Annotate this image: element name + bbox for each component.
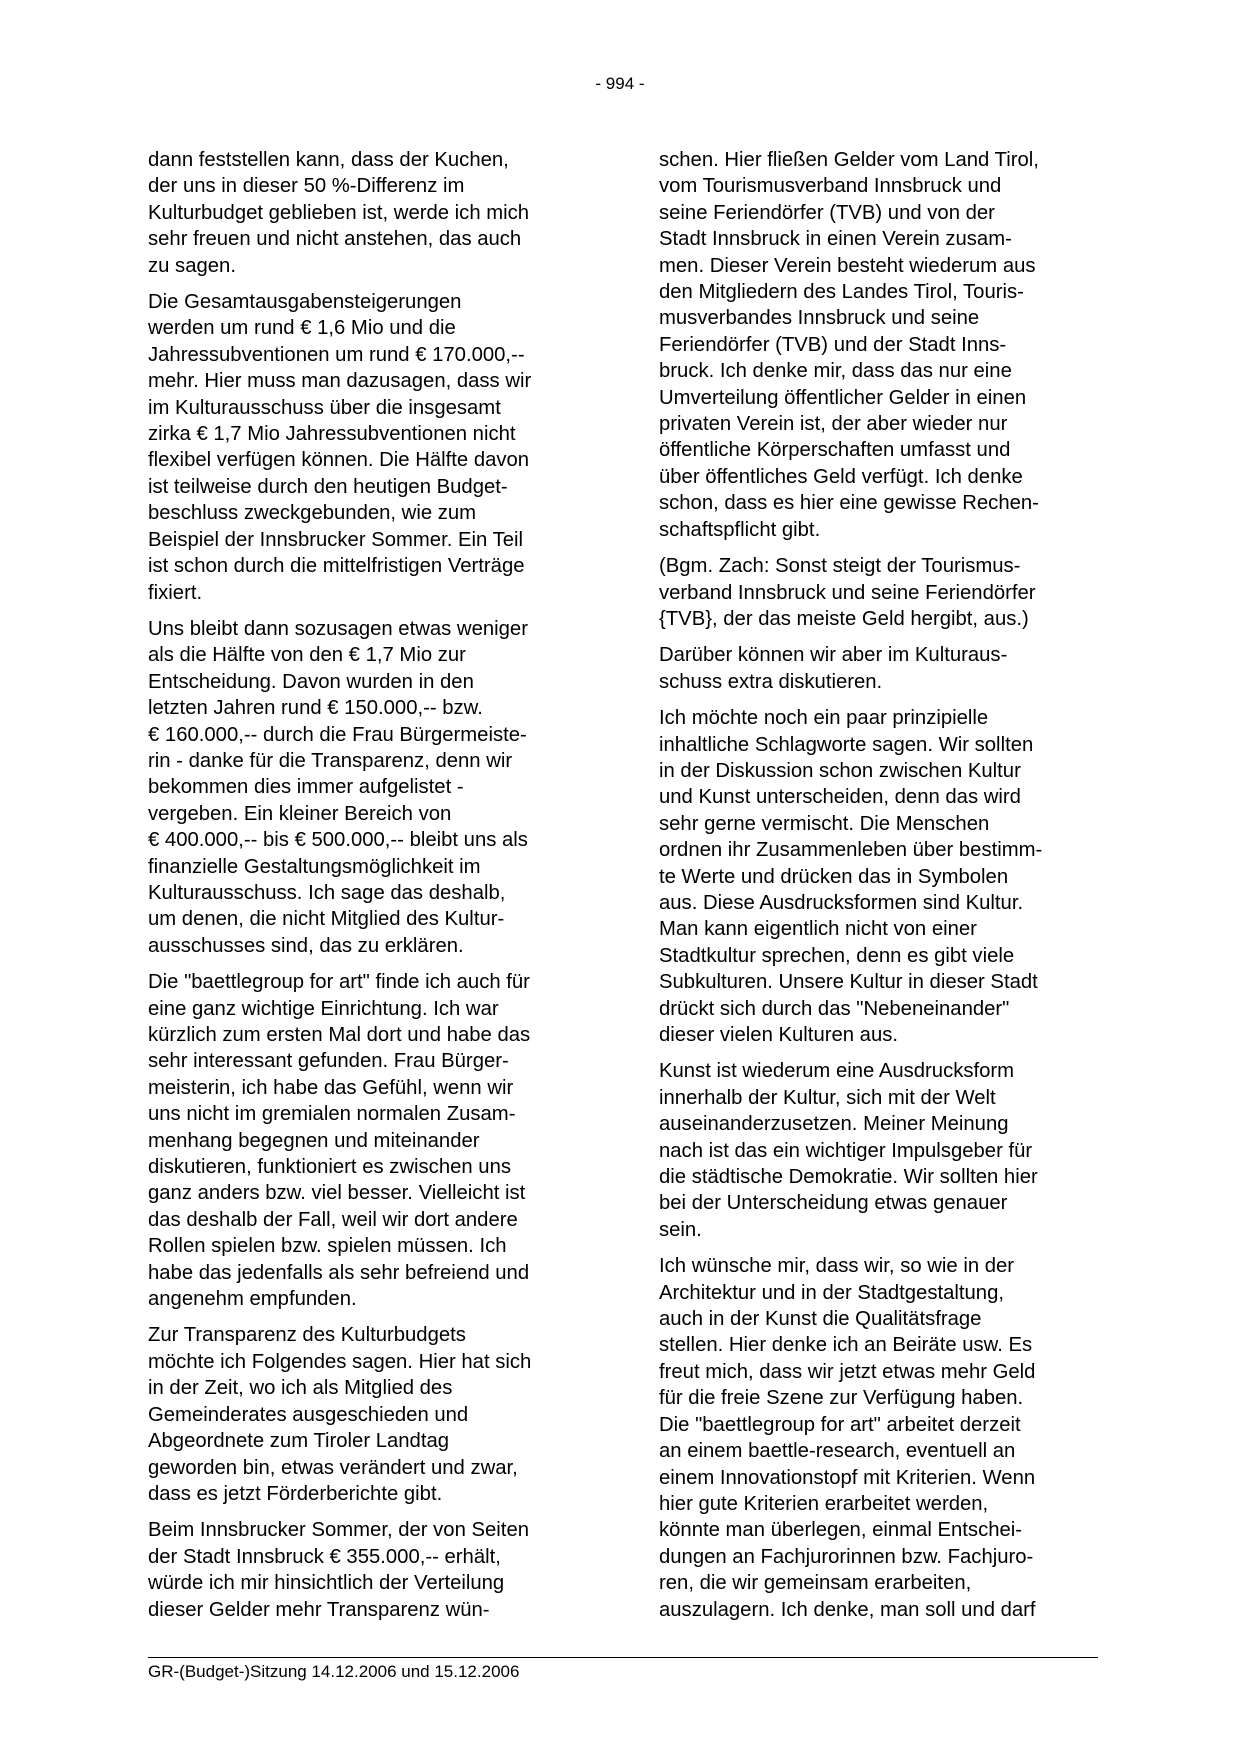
paragraph: Die "baettlegroup for art" finde ich auch für eine ganz wichtige Einrichtung. Ich war kürzlich zum ersten Mal dort und habe das sehr interessant gefunden. Frau Bürger- meisterin, ich habe das Gefühl, wenn wir uns nicht im gremialen normalen Zusam- menhang begegnen und miteinander diskutieren, funktioniert es zwischen uns ganz anders bzw. viel besser. Vielleicht ist das deshalb der Fall, weil wir dort andere Rollen spielen bzw. spielen müssen. Ich habe das jedenfalls als sehr befreiend und angenehm empfunden. xyxy=(148,971,531,1311)
paragraph: Uns bleibt dann sozusagen etwas weniger als die Hälfte von den € 1,7 Mio zur Entscheidung. Davon wurden in den letzten Jahren rund € 150.000,-- bzw. € 160.000,-- durch die Frau Bürgermeiste- rin - danke für die Transparenz, denn wir bekommen dies immer aufgelistet - vergeben. Ein kleiner Bereich von € 400.000,-- bis € 500.000,-- bleibt uns als finanzielle Gestaltungsmöglichkeit im Kulturausschuss. Ich sage das deshalb, um denen, die nicht Mitglied des Kultur- ausschusses sind, das zu erklären. xyxy=(148,617,528,957)
paragraph: Kunst ist wiederum eine Ausdrucksform innerhalb der Kultur, sich mit der Welt auseinanderzusetzen. Meiner Meinung nach ist das ein wichtiger Impulsgeber für die städtische Demokratie. Wir sollten hier bei der Unterscheidung etwas genauer sein. xyxy=(659,1060,1038,1241)
paragraph: schen. Hier fließen Gelder vom Land Tirol, vom Tourismusverband Innsbruck und seine Feriendörfer (TVB) und von der Stadt Innsbruck in einen Verein zusam- men. Dieser Verein besteht wiederum aus den Mitgliedern des Landes Tirol, Touris- musverbandes Innsbruck und seine Feriendörfer (TVB) und der Stadt Inns- bruck. Ich denke mir, dass das nur eine Umverteilung öffentlicher Gelder in einen privaten Verein ist, der aber wieder nur öffentliche Körperschaften umfasst und über öffentliches Geld verfügt. Ich denke schon, dass es hier eine gewisse Rechen- schaftspflicht gibt. xyxy=(659,149,1039,541)
left-column xyxy=(148,147,584,1633)
paragraph: Zur Transparenz des Kulturbudgets möchte ich Folgendes sagen. Hier hat sich in der Zeit, wo ich als Mitglied des Gemeinderates ausgeschieden und Abgeordnete zum Tiroler Landtag geworden bin, etwas verändert und zwar, dass es jetzt Förderberichte gibt. xyxy=(148,1324,532,1505)
paragraph: (Bgm. Zach: Sonst steigt der Tourismus- verband Innsbruck und seine Feriendörfer {TVB}, der das meiste Geld hergibt, aus.) xyxy=(659,555,1036,630)
right-column xyxy=(659,147,1095,1633)
footer-divider xyxy=(148,1657,1098,1658)
footer-text: GR-(Budget-)Sitzung 14.12.2006 und 15.12.2006 xyxy=(148,1662,520,1681)
paragraph: Ich möchte noch ein paar prinzipielle inhaltliche Schlagworte sagen. Wir sollten in der Diskussion schon zwischen Kultur und Kunst unterscheiden, denn das wird sehr gerne vermischt. Die Menschen ordnen ihr Zusammenleben über bestimm- te Werte und drücken das in Symbolen aus. Diese Ausdrucksformen sind Kultur. Man kann eigentlich nicht von einer Stadtkultur sprechen, denn es gibt viele Subkulturen. Unsere Kultur in dieser Stadt drückt sich durch das "Nebeneinander" dieser vielen Kulturen aus. xyxy=(659,707,1043,1046)
paragraph: dann feststellen kann, dass der Kuchen, der uns in dieser 50 %-Differenz im Kulturbudget geblieben ist, werde ich mich sehr freuen und nicht anstehen, das auch zu sagen. xyxy=(148,149,530,277)
paragraph: Darüber können wir aber im Kulturaus- schuss extra diskutieren. xyxy=(659,644,1008,693)
page-number: - 994 - xyxy=(595,74,645,93)
paragraph: Die Gesamtausgabensteigerungen werden um rund € 1,6 Mio und die Jahressubventionen um rund € 170.000,-- mehr. Hier muss man dazusagen, dass wir im Kulturausschuss über die insgesamt zirka € 1,7 Mio Jahressubventionen nicht flexibel verfügen können. Die Hälfte davon ist teilweise durch den heutigen Budget- beschluss zweckgebunden, wie zum Beispiel der Innsbrucker Sommer. Ein Teil ist schon durch die mittelfristigen Verträge fixiert. xyxy=(148,291,532,604)
paragraph: Ich wünsche mir, dass wir, so wie in der Architektur und in der Stadtgestaltung, auch in der Kunst die Qualitätsfrage stellen. Hier denke ich an Beiräte usw. Es freut mich, dass wir jetzt etwas mehr Geld für die freie Szene zur Verfügung haben. Die "baettlegroup for art" arbeitet derzeit an einem baettle-research, eventuell an einem Innovationstopf mit Kriterien. Wenn hier gute Kriterien erarbeitet werden, könnte man überlegen, einmal Entschei- dungen an Fachjurorinnen bzw. Fachjuro- ren, die wir gemeinsam erarbeiten, auszulagern. Ich denke, man soll und darf xyxy=(659,1255,1036,1621)
paragraph: Beim Innsbrucker Sommer, der von Seiten der Stadt Innsbruck € 355.000,-- erhält, würde ich mir hinsichtlich der Verteilung dieser Gelder mehr Transparenz wün- xyxy=(148,1519,530,1621)
